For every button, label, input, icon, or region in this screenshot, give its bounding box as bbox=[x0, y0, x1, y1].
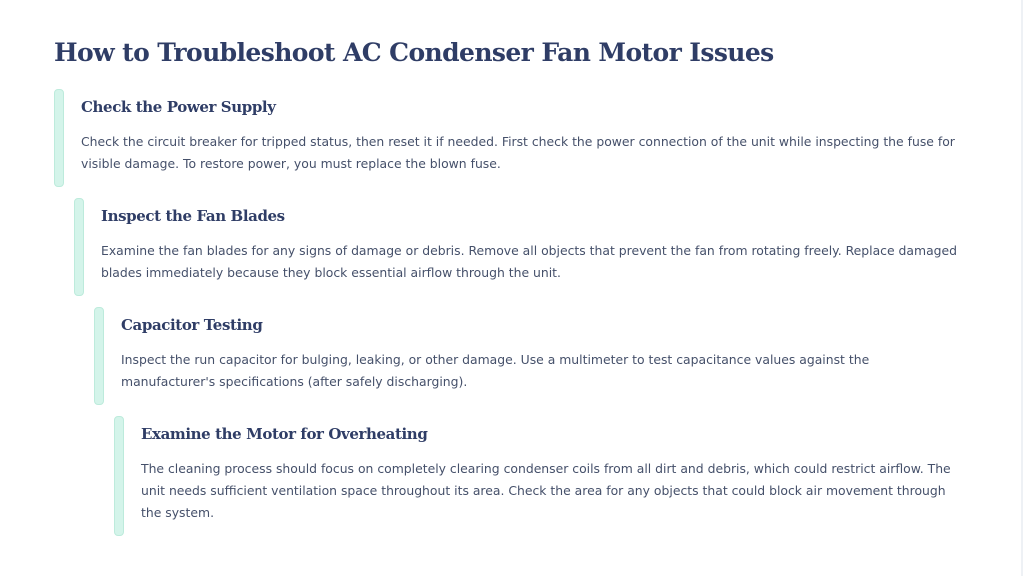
step-inspect-fan-blades bbox=[74, 198, 964, 296]
step-indicator-bar bbox=[94, 307, 104, 405]
step-description: Examine the fan blades for any signs of damage or debris. Remove all objects that prevent the fan from rotating freely. Replace damaged blades immediately because they block essential airflow through the unit. bbox=[101, 243, 958, 280]
step-title: Check the Power Supply bbox=[81, 98, 276, 116]
step-description: Inspect the run capacitor for bulging, leaking, or other damage. Use a multimeter to test capacitance values against the manufacturer's specifications (after safely discharging). bbox=[121, 352, 870, 389]
step-indicator-bar bbox=[74, 198, 84, 296]
step-title: Examine the Motor for Overheating bbox=[141, 425, 428, 443]
page-title: How to Troubleshoot AC Condenser Fan Motor Issues bbox=[54, 38, 774, 67]
step-indicator-bar bbox=[54, 89, 64, 187]
step-indicator-bar bbox=[114, 416, 124, 536]
step-description: The cleaning process should focus on completely clearing condenser coils from all dirt and debris, which could restrict airflow. The unit needs sufficient ventilation space throughout its area. Check the area for any objects that could block air movement through the system. bbox=[141, 461, 951, 520]
step-title: Capacitor Testing bbox=[121, 316, 263, 334]
step-title: Inspect the Fan Blades bbox=[101, 207, 285, 225]
step-examine-motor-overheating bbox=[114, 416, 966, 536]
step-check-power-supply bbox=[54, 89, 964, 187]
step-capacitor-testing bbox=[94, 307, 966, 405]
step-description: Check the circuit breaker for tripped status, then reset it if needed. First check the power connection of the unit while inspecting the fuse for visible damage. To restore power, you must replace the blown fuse. bbox=[81, 134, 955, 171]
